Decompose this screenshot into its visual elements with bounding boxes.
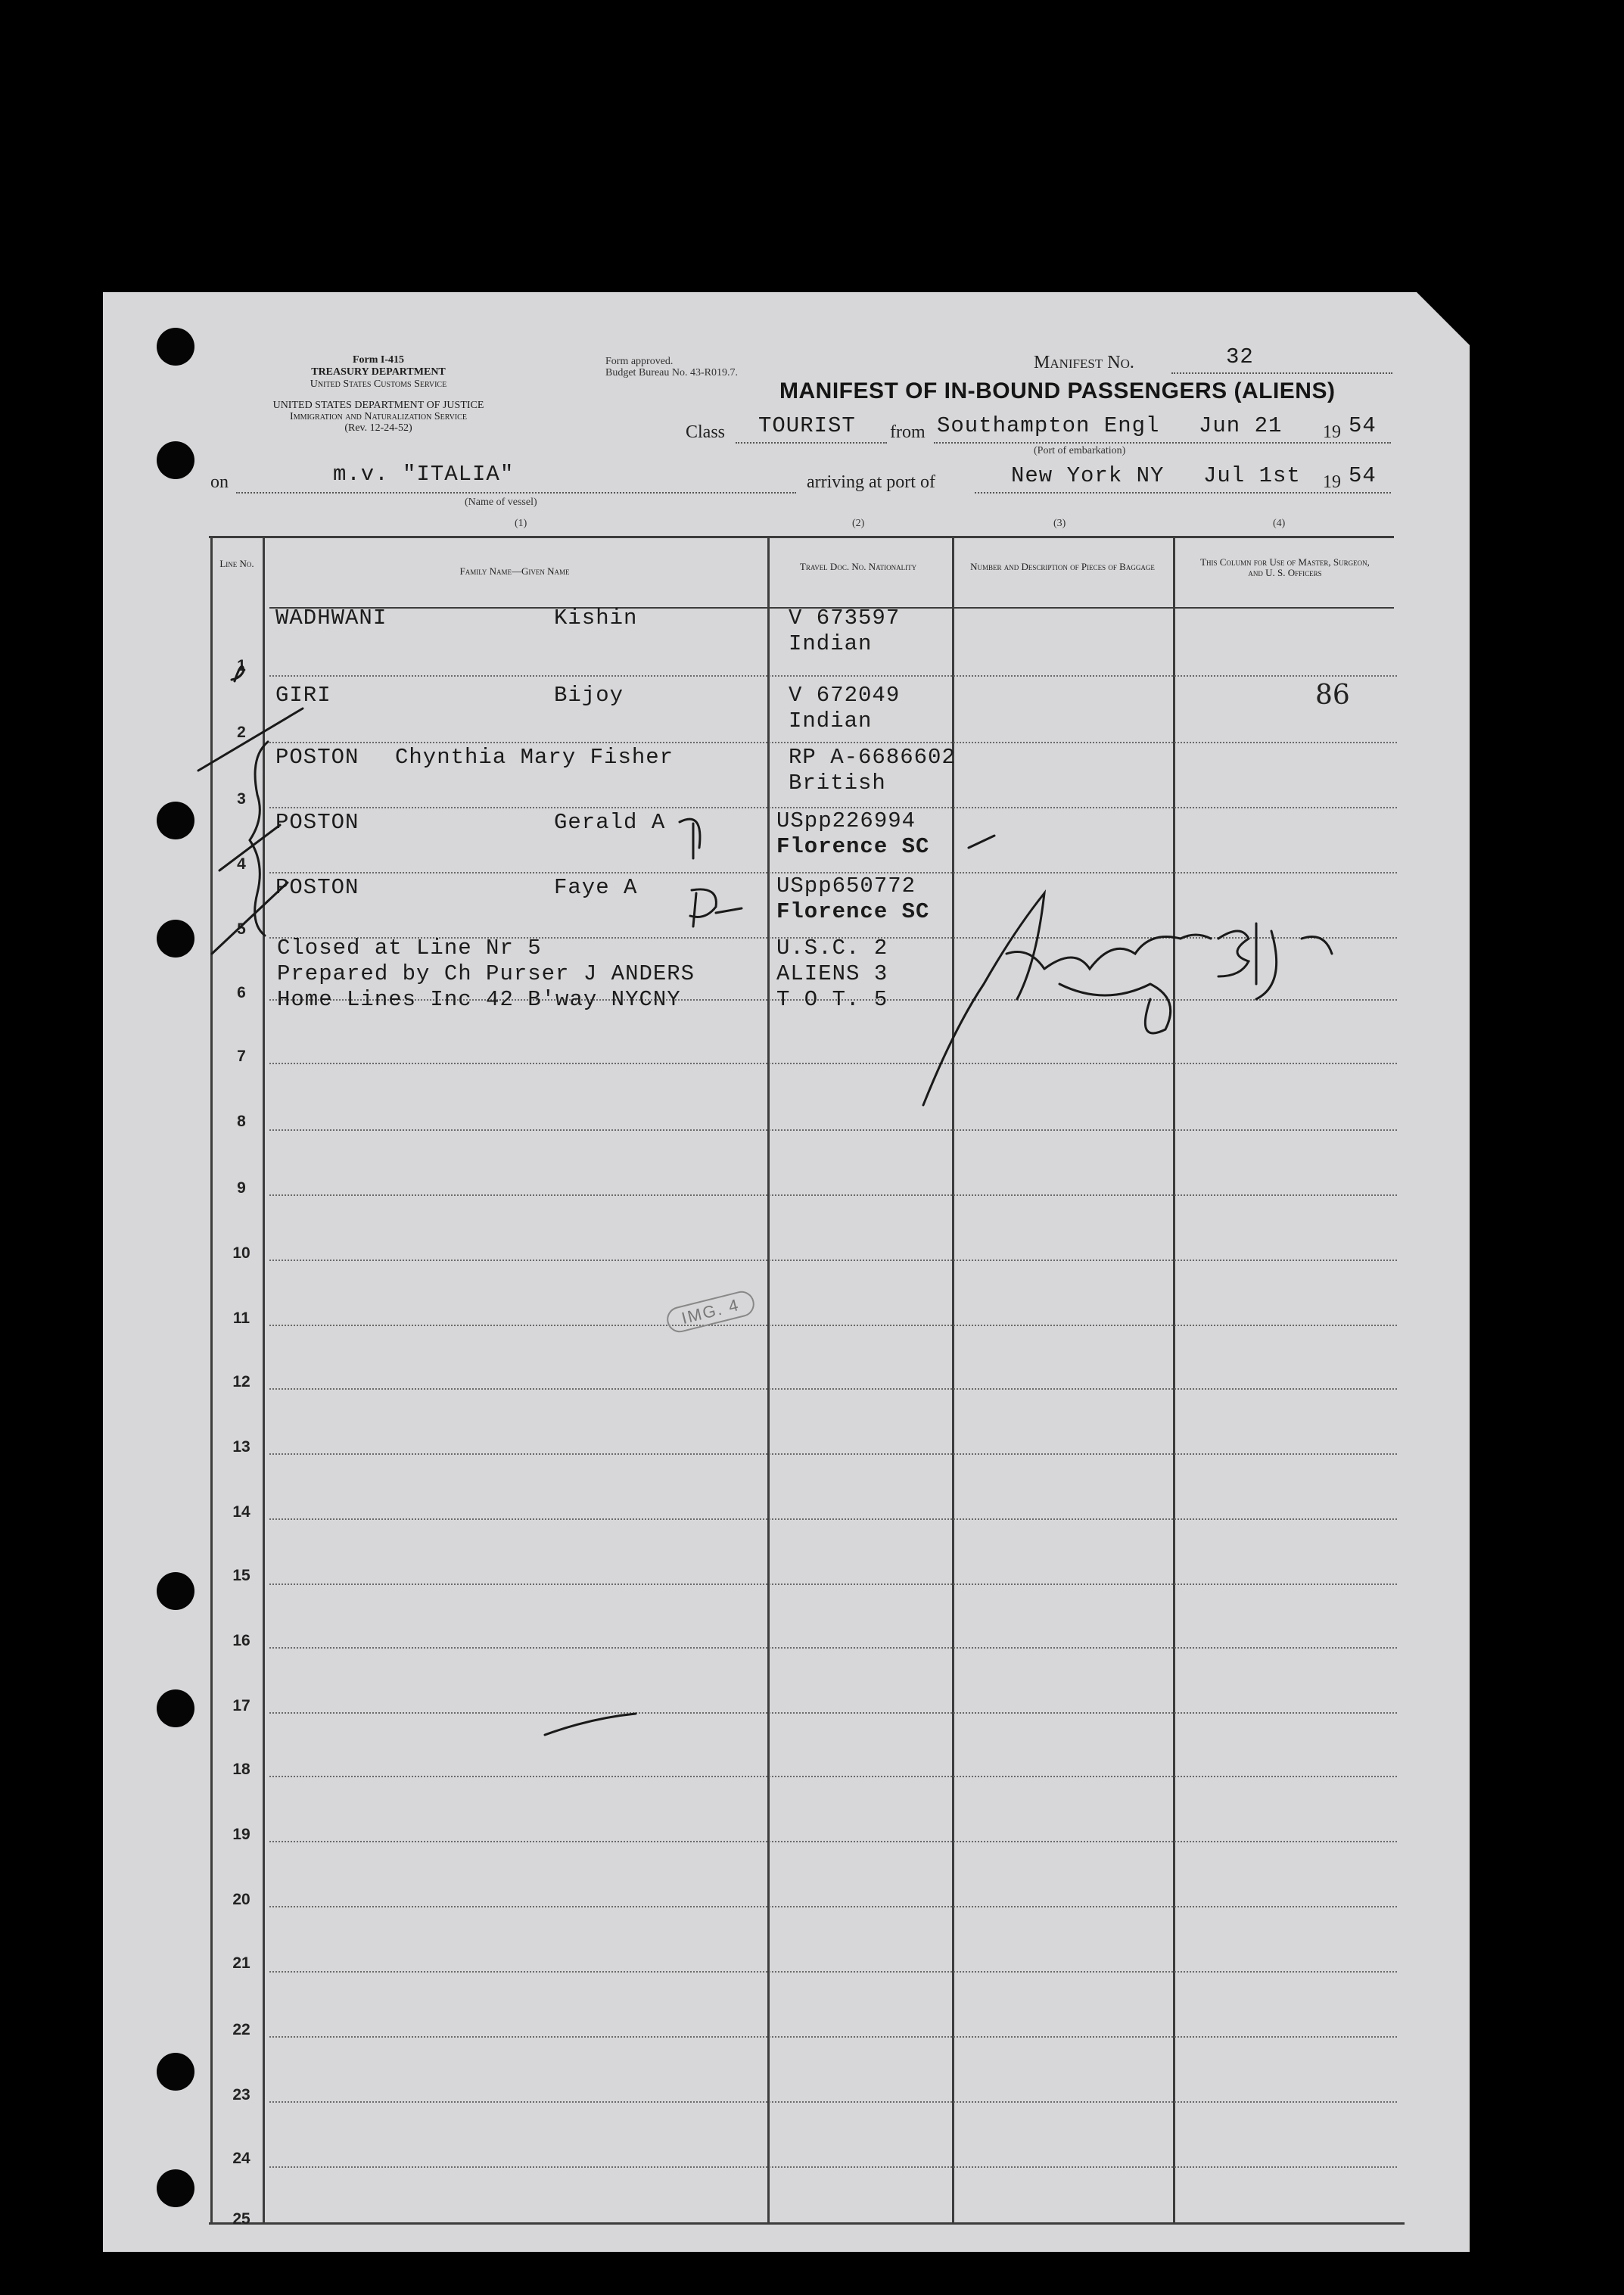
row5-nationality: Florence SC xyxy=(776,899,930,924)
punch-hole xyxy=(157,1572,194,1610)
punch-hole xyxy=(157,2053,194,2091)
row-rule xyxy=(269,1063,1397,1064)
row2-family: GIRI xyxy=(275,683,331,708)
punch-hole xyxy=(157,328,194,366)
row-rule xyxy=(269,1906,1397,1907)
row1-given: Kishin xyxy=(554,606,638,631)
row5-given: Faye A xyxy=(554,875,638,900)
row2-nationality: Indian xyxy=(789,708,873,733)
line-number: 25 xyxy=(232,2210,250,2228)
row-rule xyxy=(269,1583,1397,1585)
line-number: 13 xyxy=(232,1438,250,1456)
revision-date: (Rev. 12-24-52) xyxy=(344,422,412,434)
row4-given: Gerald A xyxy=(554,810,666,835)
department-of-justice: UNITED STATES DEPARTMENT OF JUSTICE xyxy=(272,400,484,411)
punch-hole xyxy=(157,441,194,479)
row-rule xyxy=(269,1260,1397,1261)
line-number: 4 xyxy=(237,855,246,873)
baggage-heading: Number and Description of Pieces of Baggage xyxy=(970,561,1155,572)
row-rule xyxy=(269,1453,1397,1455)
row3-doc: RP A-6686602 xyxy=(789,745,956,770)
port-embarkation-caption: (Port of embarkation) xyxy=(1034,445,1126,456)
row-rule xyxy=(269,1388,1397,1390)
row-rule xyxy=(269,2036,1397,2038)
row4-nationality: Florence SC xyxy=(776,834,930,859)
manifest-sheet xyxy=(103,292,1470,2252)
line-number: 24 xyxy=(232,2150,250,2167)
year-prefix-2: 19 xyxy=(1323,472,1341,492)
line-number: 6 xyxy=(237,984,246,1001)
row-rule xyxy=(269,1712,1397,1714)
row-rule xyxy=(269,1518,1397,1520)
col2-number: (2) xyxy=(852,518,865,529)
row-rule xyxy=(269,742,1397,743)
line-number: 23 xyxy=(232,2086,250,2103)
line-number: 17 xyxy=(232,1697,250,1714)
line-number: 22 xyxy=(232,2021,250,2038)
arrival-port: New York NY xyxy=(1011,463,1165,488)
manifest-title: MANIFEST OF IN-BOUND PASSENGERS (ALIENS) xyxy=(779,378,1336,403)
customs-service: United States Customs Service xyxy=(310,378,447,390)
budget-bureau: Budget Bureau No. 43-R019.7. xyxy=(605,367,738,378)
table-top-border xyxy=(209,536,1394,538)
line-number: 19 xyxy=(232,1826,250,1843)
closed-line: Closed at Line Nr 5 xyxy=(277,936,542,961)
vessel-caption: (Name of vessel) xyxy=(465,497,537,508)
row-rule xyxy=(269,1841,1397,1842)
arriving-label: arriving at port of xyxy=(807,472,935,492)
punch-hole xyxy=(157,1689,194,1727)
row-rule xyxy=(269,1325,1397,1326)
row-rule xyxy=(269,2101,1397,2103)
line-no-heading: Line No. xyxy=(219,558,254,569)
row-rule xyxy=(269,1194,1397,1196)
row2-given: Bijoy xyxy=(554,683,624,708)
manifest-label: Manifest No. xyxy=(1034,353,1134,372)
officer-mark: 86 xyxy=(1315,680,1350,711)
col3-number: (3) xyxy=(1053,518,1066,529)
line-number: 3 xyxy=(237,790,246,808)
row1-doc: V 673597 xyxy=(789,606,901,631)
company-address: Home Lines Inc 42 B'way NYCNY xyxy=(277,987,681,1012)
punch-hole xyxy=(157,802,194,839)
arrival-year: 54 xyxy=(1349,463,1377,488)
line-number: 8 xyxy=(237,1113,246,1130)
line-number: 9 xyxy=(237,1179,246,1197)
col1-number: (1) xyxy=(515,518,527,529)
row1-family: WADHWANI xyxy=(275,606,387,631)
immigration-service: Immigration and Naturalization Service xyxy=(290,411,467,422)
class-label: Class xyxy=(686,422,726,442)
row5-family: POSTON xyxy=(275,875,359,900)
line-number: 1 xyxy=(237,657,246,674)
arrival-date: Jul 1st xyxy=(1203,463,1301,488)
line-number: 12 xyxy=(232,1373,250,1390)
treasury-department: TREASURY DEPARTMENT xyxy=(311,366,446,378)
officers-heading: This Column for Use of Master, Surgeon, and U. S. Officers xyxy=(1200,556,1370,578)
line-col-border xyxy=(263,536,265,2224)
row3-given: Chynthia Mary Fisher xyxy=(395,745,674,770)
line-number: 11 xyxy=(232,1309,250,1327)
row4-doc: USpp226994 xyxy=(776,808,916,833)
form-number: Form I-415 xyxy=(352,354,405,366)
row-rule xyxy=(269,1129,1397,1131)
line-number: 2 xyxy=(237,724,246,741)
port-embarkation: Southampton Engl xyxy=(937,413,1160,438)
grand-total: T O T. 5 xyxy=(776,987,888,1012)
faded-stamp: IMG. 4 xyxy=(664,1288,758,1335)
row-rule xyxy=(269,1647,1397,1649)
table-left-border xyxy=(210,536,213,2224)
line-number: 15 xyxy=(232,1567,250,1584)
col4-number: (4) xyxy=(1273,518,1286,529)
aliens-total: ALIENS 3 xyxy=(776,961,888,986)
usc-total: U.S.C. 2 xyxy=(776,936,888,961)
line-number: 14 xyxy=(232,1503,250,1521)
travel-doc-heading: Travel Doc. No. Nationality xyxy=(799,561,917,572)
line-number: 5 xyxy=(237,920,246,938)
punch-hole xyxy=(157,920,194,958)
departure-date: Jun 21 xyxy=(1199,413,1283,438)
name-heading: Family Name—Given Name xyxy=(459,565,570,577)
class-line xyxy=(736,442,887,444)
manifest-number: 32 xyxy=(1226,344,1254,369)
row-rule xyxy=(269,1776,1397,1777)
vessel-line xyxy=(236,492,796,494)
row4-family: POSTON xyxy=(275,810,359,835)
row3-nationality: British xyxy=(789,771,886,796)
row-rule xyxy=(269,1971,1397,1973)
table-bottom-border xyxy=(209,2222,1405,2225)
row2-doc: V 672049 xyxy=(789,683,901,708)
punch-hole xyxy=(157,2169,194,2207)
row5-doc: USpp650772 xyxy=(776,873,916,898)
class-value: TOURIST xyxy=(758,413,856,438)
row-rule xyxy=(269,2166,1397,2168)
prepared-by: Prepared by Ch Purser J ANDERS xyxy=(277,961,695,986)
year-prefix: 19 xyxy=(1323,422,1341,442)
row-rule xyxy=(269,675,1397,677)
line-number: 7 xyxy=(237,1048,246,1065)
line-number: 21 xyxy=(232,1954,250,1972)
form-approved: Form approved. xyxy=(605,356,674,367)
line-number: 16 xyxy=(232,1632,250,1649)
line-number: 10 xyxy=(232,1244,250,1262)
line-number: 20 xyxy=(232,1891,250,1908)
from-label: from xyxy=(890,422,926,442)
row3-family: POSTON xyxy=(275,745,359,770)
on-label: on xyxy=(210,472,229,492)
row1-nationality: Indian xyxy=(789,631,873,656)
manifest-number-line xyxy=(1171,372,1392,374)
vessel-name: m.v. "ITALIA" xyxy=(333,462,515,487)
line-number: 18 xyxy=(232,1761,250,1778)
departure-year: 54 xyxy=(1349,413,1377,438)
